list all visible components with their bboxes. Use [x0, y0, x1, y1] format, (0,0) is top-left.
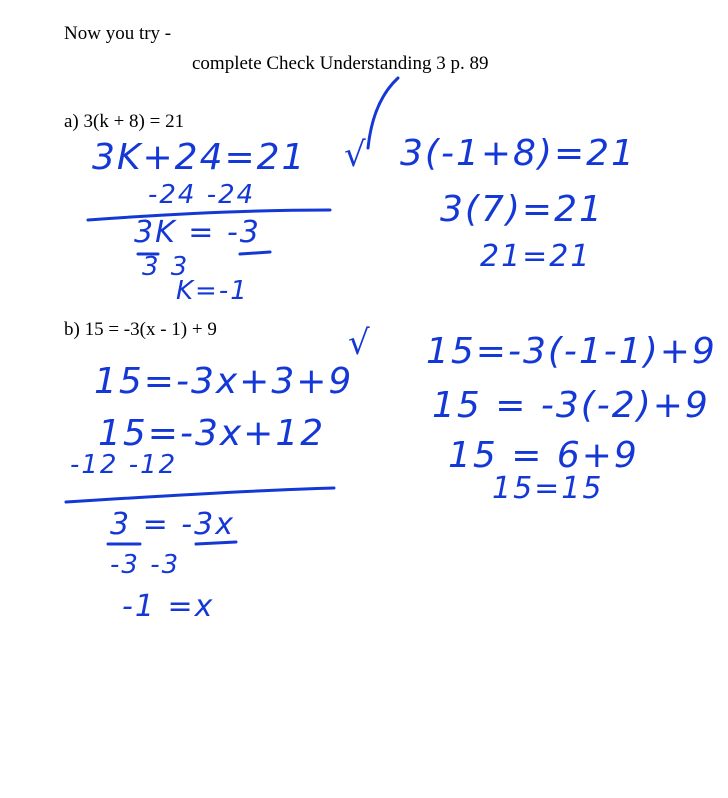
problem-b: b) 15 = -3(x - 1) + 9	[64, 319, 217, 340]
a-check-line1: 3(-1+8)=21	[400, 133, 636, 174]
b-check-line2: 15 = -3(-2)+9	[432, 385, 710, 426]
check-mark-b: √	[348, 323, 370, 363]
b-check-line1: 15=-3(-1-1)+9	[426, 331, 717, 372]
a-check-line3: 21=21	[480, 239, 592, 274]
pointer-stroke	[368, 78, 398, 148]
divider-b	[66, 488, 334, 502]
b-solution-line5: -1 =x	[122, 589, 215, 624]
a-solution-line4: K=-1	[176, 276, 249, 306]
subheading: complete Check Understanding 3 p. 89	[192, 53, 489, 74]
a-solution-line2: -24 -24	[148, 180, 256, 210]
b-solution-line3: -12 -12	[70, 450, 178, 480]
b-solution-line1: 15=-3x+3+9	[94, 361, 354, 402]
b-solution-line2: 15=-3x+12	[98, 413, 326, 454]
check-mark-a: √	[344, 135, 366, 175]
heading: Now you try -	[64, 23, 172, 44]
a-solution-line3-num: 3K = -3	[134, 215, 261, 250]
problem-a: a) 3(k + 8) = 21	[64, 111, 185, 132]
a-solution-line1: 3K+24=21	[92, 137, 307, 178]
a-check-line2: 3(7)=21	[440, 189, 604, 230]
b-check-line3: 15 = 6+9	[448, 435, 639, 476]
b-check-line4: 15=15	[492, 471, 604, 506]
b-solution-line4-num: 3 = -3x	[110, 507, 235, 542]
fraction-bar-a-right	[240, 252, 270, 254]
fraction-bar-b-right	[196, 542, 236, 544]
a-solution-line3-den: 3 3	[142, 252, 190, 282]
b-solution-line4-den: -3 -3	[110, 550, 181, 580]
